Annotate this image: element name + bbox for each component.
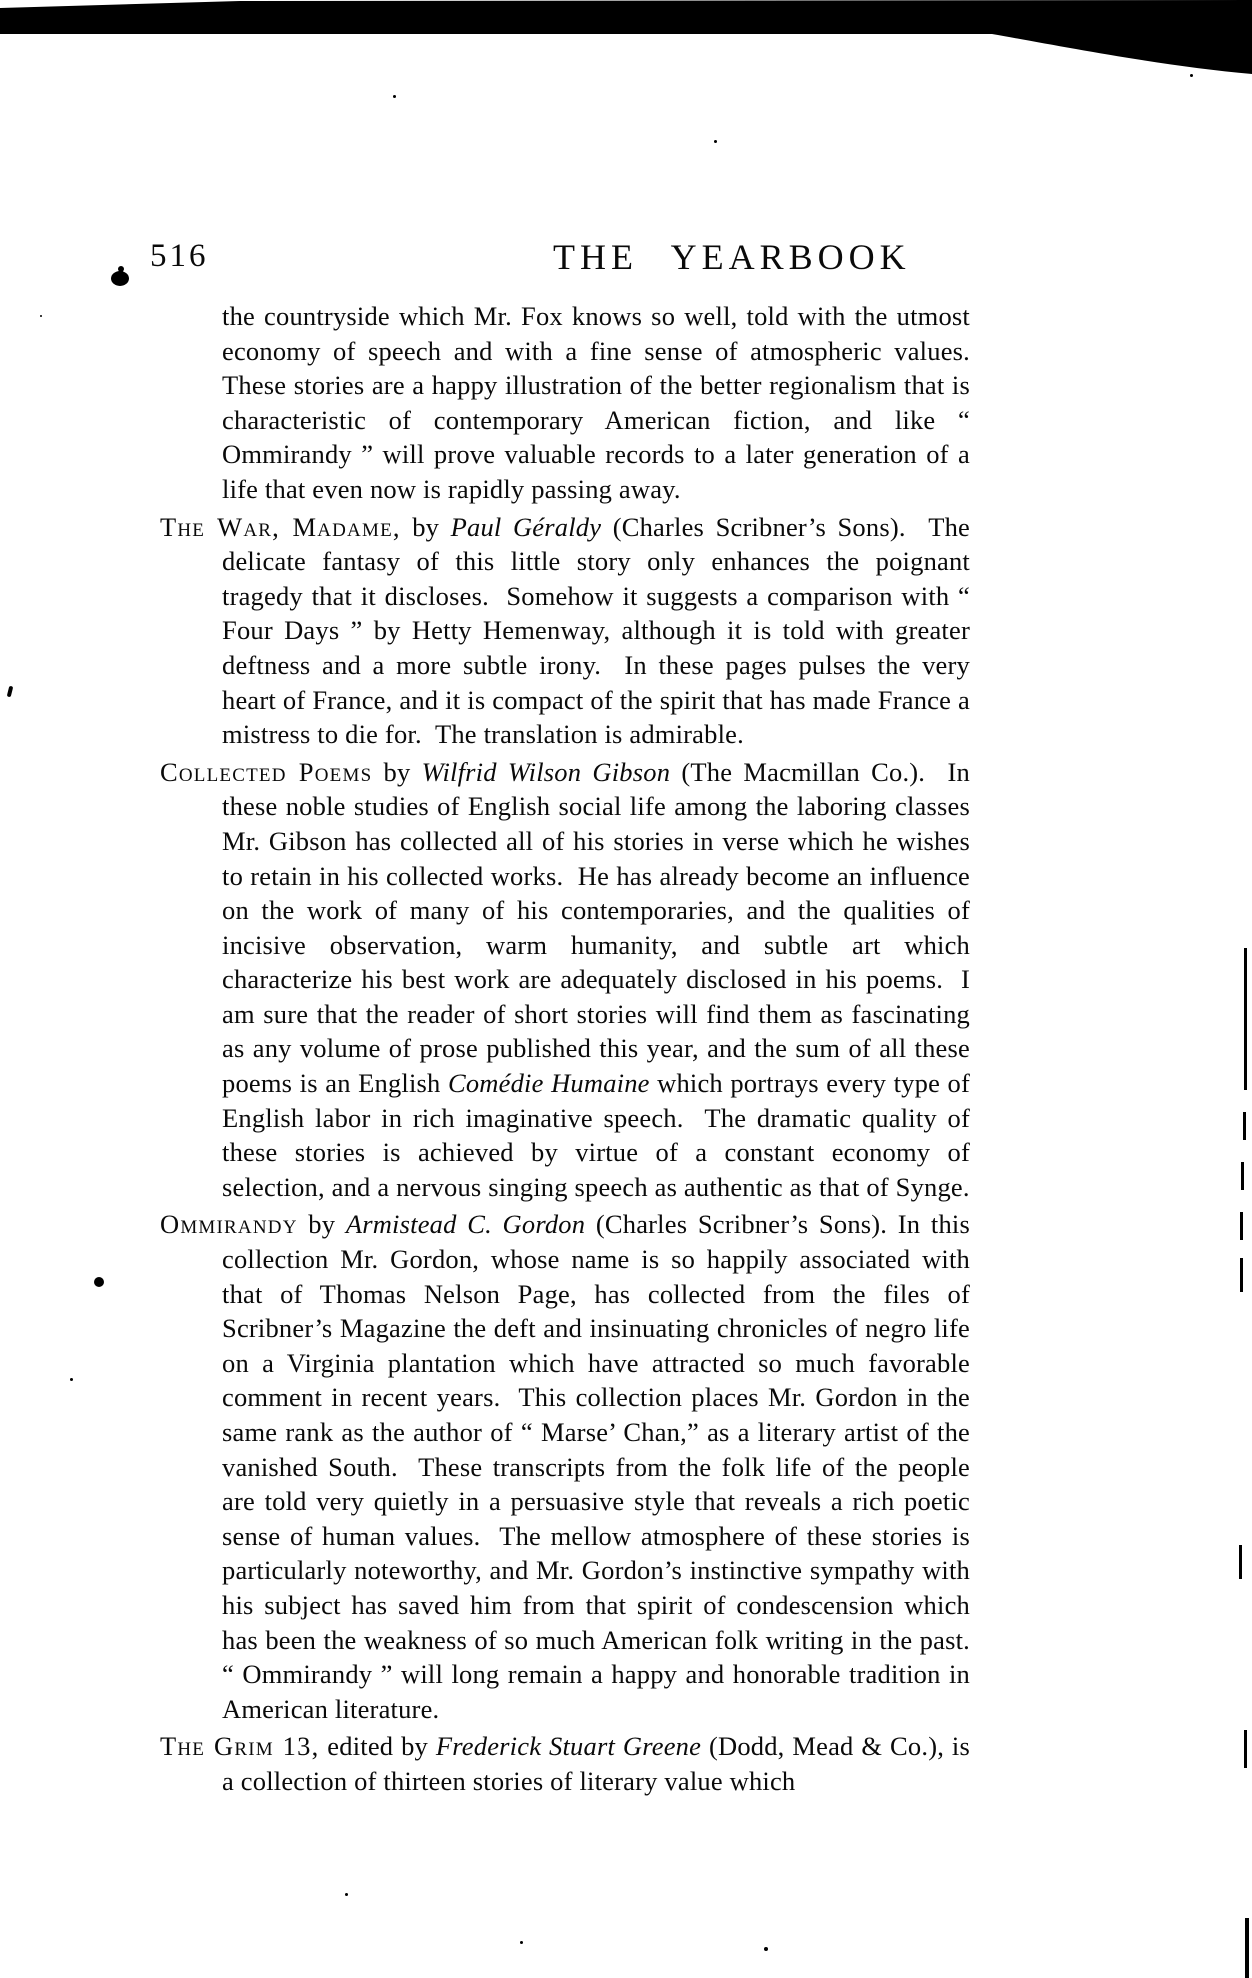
review-entry-ommirandy — [160, 1207, 984, 1726]
scan-speck — [70, 1378, 73, 1381]
entry-author-italic: Comédie Humaine — [447, 1068, 650, 1099]
scan-speck — [1190, 74, 1193, 77]
entry-author-italic: Armistead C. Gordon — [345, 1209, 586, 1240]
scan-speck — [40, 315, 42, 317]
scan-speck — [764, 1947, 768, 1951]
entry-body-text: (Charles Scribner’s Sons). In this collection Mr. Gordon, whose name is so happily associated with that of Thomas Nelson Page, has collected from the files of Scribner’s Magazine the deft and insinuating chronicles of negro life on a Virginia plantation which have attracted so much favorable comment in recent years. This collection places Mr. Gordon in the same rank as the author of “ Marse’ Chan,” as a literary artist of the vanished South. These transcripts from the folk life of the people are told very quietly in a persuasive style that reveals a rich poetic sense of human values. The mellow atmosphere of these stories is particularly noteworthy, and Mr. Gordon’s instinctive sympathy with his subject has saved him from that spirit of condescension which has been the weakness of so much American folk writing in the past. “ Ommirandy ” will long remain a happy and honorable tradition in American literature. — [222, 1209, 984, 1724]
page-edge-mark — [1243, 1112, 1246, 1140]
scan-speck — [7, 686, 14, 698]
entry-author-italic: Paul Géraldy — [450, 511, 602, 542]
entry-author-italic: Wilfrid Wilson Gibson — [421, 756, 671, 787]
entry-body-text: by — [297, 1209, 346, 1240]
page-edge-mark — [1239, 1545, 1242, 1579]
entry-title: The Grim 13, — [160, 1731, 320, 1762]
entry-body-text: edited by — [319, 1731, 436, 1762]
entry-title: The War, Madame, — [160, 511, 401, 542]
running-header-title: THE YEARBOOK — [553, 237, 911, 277]
page-edge-mark — [1241, 1162, 1244, 1190]
entry-body-text: which portrays every type of English labor in rich imaginative speech. The dramatic quality of these stories is achieved by virtue of a constant economy of selection, and a nervous singing speech as authentic as that of Synge. — [222, 1068, 977, 1202]
entry-body-text: by — [372, 756, 422, 787]
page-edge-mark — [1240, 1212, 1243, 1240]
scan-top-edge-artifact — [0, 0, 1252, 80]
page-edge-mark — [1245, 1918, 1249, 1978]
scan-speck — [393, 95, 396, 98]
entry-body-text: (The Macmillan Co.). In these noble studies of English social life among the laboring classes Mr. Gibson has collected all of his stories in verse which he wishes to retain in his collected works. He has already become an influence on the work of many of his contemporaries, and the qualities of incisive observation, warm humanity, and subtle art which characterize his best work are adequately disclosed in his poems. I am sure that the reader of short stories will find them as fascinating as any volume of prose published this year, and the sum of all these poems is an English — [222, 756, 977, 1099]
review-entry-the-war-madame — [160, 510, 977, 752]
continued-review-paragraph — [222, 299, 984, 507]
page-edge-mark — [1244, 1730, 1247, 1768]
scan-speck — [520, 1941, 523, 1944]
scan-speck — [118, 266, 124, 272]
entry-author-italic: Frederick Stuart Greene — [435, 1731, 702, 1762]
review-entry-collected-poems — [160, 755, 977, 1205]
review-entry-the-grim-13 — [160, 1729, 977, 1798]
entry-title: Ommirandy — [160, 1209, 298, 1240]
entry-body-text: (Charles Scribner’s Sons). The delicate fantasy of this little story only enhances the poignant tragedy that it discloses. Somehow it suggests a comparison with “ Four Days ” by Hetty Hemenway, although it is told with greater deftness and a more subtle irony. In these pages pulses the very heart of France, and it is compact of the spirit that has made France a mistress to die for. The translation is admirable. — [222, 511, 977, 750]
scan-speck — [714, 140, 717, 143]
scan-speck — [94, 1277, 104, 1287]
scan-speck — [345, 1893, 348, 1896]
page-text-column — [160, 299, 984, 1802]
page-edge-mark — [1244, 948, 1247, 1090]
scan-speck — [111, 271, 129, 286]
entry-title: Collected Poems — [160, 756, 373, 787]
page-edge-mark — [1240, 1258, 1243, 1292]
entry-body-text: by — [400, 511, 451, 542]
page-number: 516 — [150, 238, 209, 274]
running-header — [0, 236, 1252, 284]
entry-body-text: (Dodd, Mead & Co.), is a collection of thirteen stories of literary value which — [222, 1731, 977, 1796]
entry-body-text: the countryside which Mr. Fox knows so well, told with the utmost economy of speech and with a fine sense of atmospheric values. These stories are a happy illustration of the better regionalism that is characteristic of contemporary American fiction, and like “ Ommirandy ” will prove valuable records to a later generation of a life that even now is rapidly passing away. — [222, 301, 984, 504]
